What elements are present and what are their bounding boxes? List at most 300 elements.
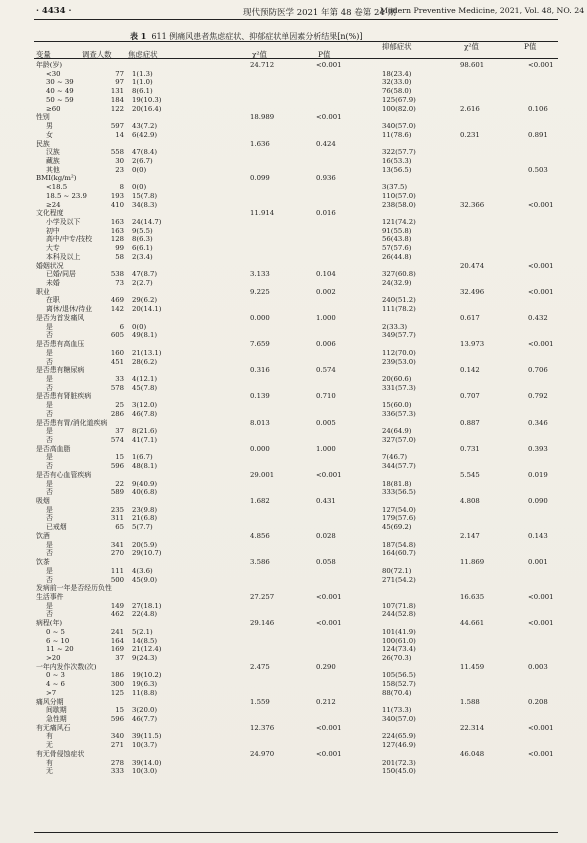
table-row [36,140,556,149]
cell-a: 21(6.8) [132,514,158,523]
cell-n: 589 [110,488,124,497]
cell-name: 否 [46,383,53,392]
cell-chi2: 11.869 [460,558,485,566]
cell-b: 224(65.9) [382,732,416,741]
cell-name: 是否患有肾脏疾病 [36,392,92,401]
cell-n: 186 [110,671,124,680]
table-row [36,689,556,698]
cell-a: 21(12.4) [132,645,162,654]
table-row [36,358,556,367]
cell-a: 5(2.1) [132,627,153,636]
cell-p1: 0.574 [316,366,336,375]
cell-n: 15 [115,706,124,715]
cell-n: 111 [110,566,124,575]
table-row [36,296,556,305]
cell-n: 128 [110,235,124,244]
cell-name: 是 [46,505,53,514]
cell-name: 有无骨侵蚀症状 [36,749,85,758]
cell-name: 6 ~ 10 [46,636,70,645]
cell-p1: 0.424 [316,139,336,148]
table-row [36,698,556,707]
table-row [36,174,556,183]
table-row [36,262,556,271]
cell-name: 是否为首发痛风 [36,313,85,322]
cell-chi2: 16.635 [460,592,485,601]
cell-a: 0(0) [132,165,147,174]
table-row [36,401,556,410]
cell-a: 23(9.8) [132,505,158,514]
cell-b: 239(53.0) [382,357,416,366]
cell-a: 39(11.5) [132,732,162,741]
cell-n: 97 [115,78,124,87]
cell-name: 40 ~ 49 [46,87,74,96]
table-row [36,122,556,131]
table-row [36,732,556,741]
cell-a: 46(7.8) [132,409,158,418]
cell-name: 50 ~ 59 [46,95,74,104]
cell-b: 125(67.9) [382,95,416,104]
cell-name: 大专 [46,244,60,253]
cell-b: 327(60.8) [382,270,416,279]
cell-b: 18(23.4) [382,69,412,78]
cell-name: 是否患有胃/消化道疾病 [36,418,108,427]
cell-n: 462 [110,610,124,619]
cell-b: 127(54.0) [382,505,416,514]
table-row [36,576,556,585]
cell-n: 235 [110,505,124,514]
table-row [36,331,556,340]
table-row [36,288,556,297]
cell-b: 112(70.0) [382,348,416,357]
cell-name: 是 [46,348,53,357]
cell-a: 9(24.3) [132,654,158,662]
cell-p2: 0.503 [528,165,548,174]
table-row [36,602,556,611]
col-head-chi2: χ²值 [464,42,479,51]
table-bottom-rule [34,832,558,833]
cell-a: 0(0) [132,183,147,192]
table-row [36,724,556,733]
cell-name: 有 [46,758,53,767]
cell-name: 藏族 [46,156,60,165]
cell-a: 19(10.2) [132,671,162,680]
cell-chi1: 1.559 [250,697,270,706]
table-caption: 611 例痛风患者焦虑症状、抑郁症状单因素分析结果[n(%)] [151,32,363,41]
cell-b: 24(32.9) [382,279,412,287]
table-row [36,480,556,489]
cell-a: 19(6.3) [132,680,158,689]
cell-a: 11(8.8) [132,688,158,697]
col-head-anxiety: 焦虑症状 [128,50,158,59]
cell-name: 未婚 [46,279,60,287]
cell-p2: 0.706 [528,366,548,375]
table-top-rule [34,41,558,42]
cell-a: 45(7.8) [132,383,158,392]
cell-n: 15 [115,453,124,462]
cell-p2: 0.346 [528,418,548,427]
cell-n: 241 [110,627,124,636]
cell-name: 是 [46,540,53,549]
cell-p2: 0.208 [528,697,548,706]
col-head-variable: 变量 [36,50,51,59]
cell-chi1: 18.989 [250,113,275,122]
cell-name: 是否有心血管疾病 [36,470,92,479]
cell-p2: 0.792 [528,392,548,401]
cell-n: 122 [110,104,124,113]
cell-n: 469 [110,296,124,305]
cell-b: 18(81.8) [382,479,412,488]
table-row [36,462,556,471]
cell-b: 26(70.3) [382,654,412,662]
cell-b: 238(58.0) [382,200,416,209]
cell-name: 其他 [46,165,60,174]
cell-chi1: 24.970 [250,749,275,758]
cell-n: 131 [110,87,124,96]
cell-name: 无 [46,741,53,750]
table-row [36,453,556,462]
cell-name: 否 [46,514,53,523]
cell-name: 婚姻状况 [36,261,64,270]
cell-b: 179(57.6) [382,514,416,523]
cell-name: 民族 [36,139,50,148]
table-row [36,706,556,715]
cell-b: 80(72.1) [382,566,412,575]
table-row [36,244,556,253]
cell-chi1: 0.099 [250,174,270,183]
cell-a: 43(7.2) [132,122,158,130]
cell-b: 13(56.5) [382,165,412,174]
cell-a: 1(1.0) [132,78,153,87]
cell-a: 3(20.0) [132,706,158,715]
cell-chi2: 46.048 [460,749,485,758]
cell-a: 2(2.7) [132,279,153,287]
cell-n: 278 [110,758,124,767]
cell-n: 125 [110,688,124,697]
cell-b: 11(78.6) [382,130,412,139]
table-row [36,445,556,454]
table-row [36,61,556,70]
cell-b: 88(70.4) [382,688,412,697]
table-head-rule [34,58,558,59]
cell-n: 558 [110,148,124,157]
table-row [36,715,556,724]
cell-chi2: 0.887 [460,418,480,427]
cell-a: 4(12.1) [132,374,158,383]
cell-a: 2(6.7) [132,156,153,165]
cell-p2: 0.891 [528,130,548,139]
cell-chi2: 0.707 [460,392,480,401]
cell-name: 急性期 [46,715,67,723]
cell-chi1: 3.586 [250,558,270,566]
cell-a: 34(8.3) [132,200,158,209]
cell-p2: 0.143 [528,531,548,540]
cell-b: 340(57.0) [382,715,416,723]
cell-name: <18.5 [46,183,68,192]
table-row [36,157,556,166]
table-row [36,419,556,428]
cell-a: 9(5.5) [132,226,153,235]
table-row [36,471,556,480]
cell-n: 163 [110,218,124,226]
cell-name: 是 [46,566,53,575]
cell-n: 271 [110,741,124,750]
cell-b: 127(46.9) [382,741,416,750]
cell-n: 25 [115,401,124,410]
cell-n: 340 [110,732,124,741]
cell-chi2: 0.617 [460,313,480,322]
cell-chi2: 0.731 [460,444,480,453]
cell-a: 1(6.7) [132,453,153,462]
cell-name: 是 [46,453,53,462]
cell-chi2: 32.366 [460,200,485,209]
cell-name: 发病前一年是否经历负性 [36,584,112,593]
cell-p2: <0.001 [528,592,554,601]
cell-p1: 0.936 [316,174,336,183]
cell-n: 341 [110,540,124,549]
cell-name: 男 [46,122,53,130]
cell-p2: 0.001 [528,558,548,566]
cell-chi1: 9.225 [250,287,270,296]
cell-name: 职业 [36,287,50,296]
cell-name: 0 ~ 3 [46,671,65,680]
table-row [36,410,556,419]
cell-a: 41(7.1) [132,436,158,444]
cell-chi2: 0.231 [460,130,480,139]
cell-p2: 0.432 [528,313,548,322]
table-row [36,497,556,506]
table-row [36,637,556,646]
cell-a: 0(0) [132,322,147,331]
cell-name: 否 [46,575,53,584]
cell-n: 574 [110,436,124,444]
cell-n: 33 [115,374,124,383]
cell-chi1: 11.914 [250,209,275,218]
cell-n: 160 [110,348,124,357]
cell-n: 164 [110,636,124,645]
col-head-p1: P值 [318,50,331,59]
col-head-p2: P值 [524,42,537,51]
cell-b: 105(56.5) [382,671,416,680]
cell-a: 8(21.6) [132,427,158,436]
cell-name: 有无痛风石 [36,723,71,732]
cell-b: 187(54.8) [382,540,416,549]
page-number: · 4434 · [36,6,72,16]
cell-n: 333 [110,767,124,776]
cell-b: 150(45.0) [382,767,416,776]
cell-b: 20(60.6) [382,374,412,383]
cell-chi2: 13.973 [460,340,485,348]
cell-n: 500 [110,575,124,584]
cell-n: 451 [110,357,124,366]
cell-b: 26(44.8) [382,252,412,261]
cell-p1: 0.431 [316,497,336,505]
cell-b: 164(60.7) [382,549,416,558]
cell-name: 在职 [46,296,60,305]
cell-n: 184 [110,95,124,104]
cell-name: 否 [46,488,53,497]
cell-a: 6(42.9) [132,130,158,139]
cell-a: 19(10.3) [132,95,162,104]
cell-n: 605 [110,331,124,340]
table-row [36,131,556,140]
cell-p2: <0.001 [528,619,554,628]
cell-name: 初中 [46,226,60,235]
col-head-depression: 抑郁症状 [382,42,412,51]
cell-n: 597 [110,122,124,130]
cell-a: 4(3.6) [132,566,153,575]
cell-b: 333(56.5) [382,488,416,497]
cell-chi2: 0.142 [460,366,480,375]
cell-b: 240(51.2) [382,296,416,305]
cell-name: >7 [46,688,57,697]
table-row [36,741,556,750]
cell-p1: 0.058 [316,558,336,566]
table-row [36,201,556,210]
table-row [36,663,556,672]
table-row [36,323,556,332]
cell-name: 是否高血脂 [36,444,71,453]
cell-name: 无 [46,767,53,776]
cell-a: 5(7.7) [132,523,153,532]
cell-a: 29(6.2) [132,296,158,305]
cell-a: 40(6.8) [132,488,158,497]
table-row [36,750,556,759]
table-row [36,314,556,323]
table-row [36,270,556,279]
cell-b: 124(73.4) [382,645,416,654]
cell-name: 11 ~ 20 [46,645,74,654]
table-row [36,567,556,576]
table-row [36,113,556,122]
cell-name: 否 [46,436,53,444]
cell-b: 107(71.8) [382,601,416,610]
cell-p1: <0.001 [316,592,342,601]
cell-a: 46(7.7) [132,715,158,723]
cell-name: <30 [46,69,61,78]
cell-chi1: 0.139 [250,392,270,401]
cell-a: 24(14.7) [132,218,162,226]
cell-name: 否 [46,549,53,558]
cell-p1: 0.016 [316,209,336,218]
cell-name: 小学及以下 [46,218,81,226]
cell-name: 是 [46,479,53,488]
cell-n: 58 [115,252,124,261]
cell-name: BMI(kg/m²) [36,174,77,183]
col-head-chi1: χ²值 [252,50,267,59]
cell-n: 163 [110,226,124,235]
cell-b: 11(73.3) [382,706,412,715]
cell-b: 91(55.8) [382,226,412,235]
header-rule [34,19,558,20]
cell-n: 14 [115,130,124,139]
cell-name: >20 [46,654,61,662]
cell-chi2: 20.474 [460,261,485,270]
table-label: 表 1 [130,31,147,41]
cell-b: 336(57.3) [382,409,416,418]
journal-name-cn: 现代预防医学 2021 年第 48 卷第 24 期 [243,8,396,18]
table-row [36,523,556,532]
cell-p2: 0.106 [528,104,548,113]
cell-n: 73 [115,279,124,287]
cell-n: 300 [110,680,124,689]
cell-a: 48(8.1) [132,462,158,471]
cell-name: 文化程度 [36,209,64,218]
cell-b: 100(61.0) [382,636,416,645]
table-row [36,235,556,244]
cell-n: 65 [115,523,124,532]
cell-b: 340(57.0) [382,122,416,130]
cell-a: 9(40.9) [132,479,158,488]
cell-name: 已戒烟 [46,523,67,532]
col-head-n: 调查人数 [82,50,112,59]
cell-a: 14(8.5) [132,636,158,645]
cell-chi1: 0.000 [250,444,270,453]
cell-n: 596 [110,715,124,723]
cell-name: ≥24 [46,200,61,209]
cell-chi2: 4.808 [460,497,480,505]
cell-a: 29(10.7) [132,549,162,558]
cell-name: 高中/中专/技校 [46,235,92,244]
cell-a: 20(5.9) [132,540,158,549]
cell-name: 一年内发作次数(次) [36,662,97,671]
cell-a: 20(16.4) [132,104,162,113]
table-row [36,549,556,558]
cell-a: 15(7.8) [132,191,158,200]
cell-chi1: 0.000 [250,313,270,322]
cell-name: 间歇期 [46,706,67,715]
table-row [36,506,556,515]
table-row [36,87,556,96]
journal-name-en: Modern Preventive Medicine, 2021, Vol. 48, NO. 24 [380,6,585,15]
cell-a: 8(6.1) [132,87,153,96]
cell-chi1: 2.475 [250,662,270,671]
cell-p2: <0.001 [528,340,554,348]
cell-a: 3(12.0) [132,401,158,410]
cell-p1: 0.006 [316,340,336,348]
cell-chi2: 2.147 [460,531,480,540]
cell-name: 年龄(岁) [36,61,63,69]
table-row [36,680,556,689]
cell-n: 270 [110,549,124,558]
cell-a: 49(8.1) [132,331,158,340]
table-row [36,183,556,192]
cell-a: 6(6.1) [132,244,153,253]
cell-n: 37 [115,654,124,662]
cell-a: 45(9.0) [132,575,158,584]
cell-name: 吸烟 [36,497,50,505]
cell-b: 271(54.2) [382,575,416,584]
cell-chi1: 0.316 [250,366,270,375]
table-row [36,671,556,680]
cell-name: 汉族 [46,148,60,157]
cell-name: 否 [46,331,53,340]
cell-b: 244(52.8) [382,610,416,619]
cell-n: 538 [110,270,124,279]
table-row [36,558,556,567]
cell-n: 142 [110,305,124,314]
cell-b: 45(69.2) [382,523,412,532]
cell-n: 596 [110,462,124,471]
table-row [36,340,556,349]
cell-b: 201(72.3) [382,758,416,767]
cell-a: 47(8.4) [132,148,158,157]
cell-b: 3(37.5) [382,183,408,192]
cell-name: 是 [46,374,53,383]
cell-n: 8 [119,183,124,192]
cell-chi1: 3.133 [250,270,270,279]
cell-p1: <0.001 [316,470,342,479]
cell-b: 331(57.3) [382,383,416,392]
